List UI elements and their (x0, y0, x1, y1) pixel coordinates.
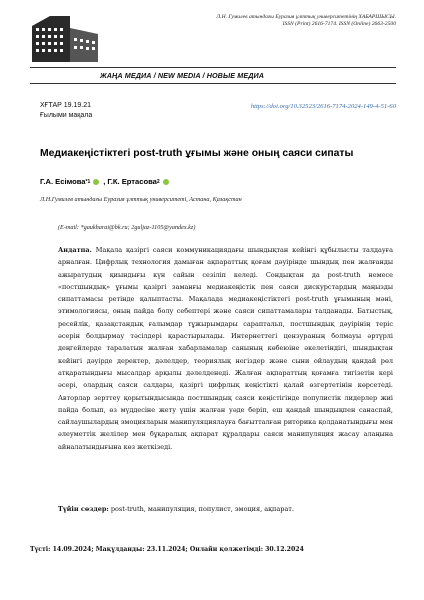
journal-header (30, 12, 396, 64)
doi-link[interactable]: https://doi.org/10.32523/2616-7174-2024-149-4-51-60 (250, 103, 396, 110)
author-list (40, 177, 171, 186)
author-1: Г.А. Есімова (40, 177, 86, 186)
author-2: Г.К. Ертасова (107, 177, 157, 186)
keywords (58, 505, 393, 513)
classification-code: ХҒТАР 19.19.21 (40, 102, 92, 109)
keywords-text: post-truth, манипуляция, популист, эмоция, ақпарат. (110, 505, 294, 513)
header-rule-bottom (30, 83, 396, 84)
article-title: Медиакеңістіктегі post-truth ұғымы және оның саяси сипаты (40, 148, 354, 159)
author-1-affiliation-mark: *1 (85, 178, 91, 185)
university-building-logo (30, 12, 100, 64)
orcid-icon[interactable] (163, 179, 169, 185)
author-separator: , (103, 177, 106, 186)
article-type: Ғылыми мақала (40, 112, 93, 119)
abstract-label: Андатпа. (58, 246, 92, 254)
author-emails: (E-mail: *gaukharai@bk.ru; 2guljaz-1105@yandex.kz) (58, 224, 196, 231)
header-rule-top (30, 67, 396, 68)
journal-name: Л.Н. Гумилев атындағы Еуразия ұлттық университетінің ХАБАРШЫСЫ. (216, 14, 396, 20)
abstract (58, 244, 393, 453)
affiliation: Л.Н.Гумилев атындағы Еуразия ұлттық университеті, Астана, Қазақстан (40, 196, 242, 203)
section-title: ЖАҢА МЕДИА / NEW MEDIA / НОВЫЕ МЕДИА (100, 71, 265, 80)
keywords-label: Түйін сөздер: (58, 505, 109, 513)
author-2-affiliation-mark: 2 (156, 178, 160, 185)
publication-dates: Түсті: 14.09.2024; Мақұлданды: 23.11.2024; Онлайн қолжетімді: 30.12.2024 (30, 546, 304, 553)
journal-issn: ISSN (Print) 2616-7174. ISSN (Online) 2663-2500 (282, 21, 396, 27)
orcid-icon[interactable] (93, 179, 99, 185)
abstract-text: Мақала қазіргі саяси коммуникациядағы шындықтан кейінгі құбылысты талдауға арналған. Цифрлық технология дамыған ақпараттық қоғам дәуірінде шындық пен жалғанды ажыратудың қиындығы күн сайын сезіліп келеді. Сондықтан да post-truth немесе «постшындық» ұғымы қазіргі заманғы медиакеңістік пен саяси дискурстардың маңызды сипаттамасы ретінде қалыптасты. Мақалада медиакеңістіктегі post-truth ұғымының мәні, этимологиясы, оның пайда болу себептері және саяси сипаттамалары талданады. Батыстық, ресейлік, қазақстандық ғалымдар тұжырымдары сараптальп, постшындық дәуірінің теріс әсерін болдырмау тәсілдері қарастырылады. Интернеттегі цензураның болмауы әртүрлі деңгейлерде таралатын жалған хабарламалар санының көбеюіне әкелетіндігі, шындықтан кейінгі дәуірде деректер, дәлелдер, теориялық негіздер және сыни ойлаудың қандай рөл атқаратындығы мысалдар арқылы дәлелденеді. Жалған ақпараттың қоғамға тигізетін кері әсері, олардың саяси салдары, қазіргі цифрлық кеңістікті қалай өзгертетінін көрсетеді. Авторлар зерттеу қорытындысында постшындық саяси кеңістігінде популистік лидерлер жиі пайда болып, өз мүддесіне жету үшін жалған уәде беріп, еш қандай шындықпен санаспай, сайлаушылардың эмоцияларын манипуляциялауға бағытталған риторика қолданатындығы мен әлеуметтік желілер мен бұқаралық ақпарат құралдары саяси манипуляция жасау алаңына айналатындығына көз жеткізеді. (58, 246, 393, 451)
